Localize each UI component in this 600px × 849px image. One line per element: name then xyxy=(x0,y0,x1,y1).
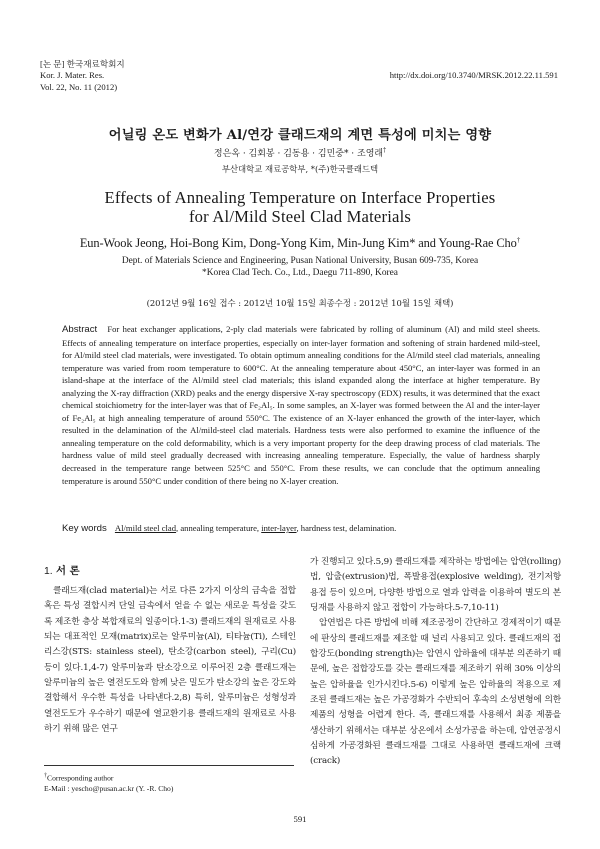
right-paragraph-1: 가 진행되고 있다.5,9) 클래드재를 제작하는 방법에는 압연(rolling)법, 압출(extrusion)법, 폭발용접(explosive welding), 전기저항 용접 등이 있으며, 다양한 방법으로 열과 압력을 이용하여 별도의 본딩재를 사용하지 않고 접합이 가능하다.5-7,10-11) xyxy=(310,557,561,614)
korean-authors-text: 정은옥 · 김회봉 · 김동용 · 김민중* · 조영래 xyxy=(213,149,384,159)
english-affiliation xyxy=(20,255,580,280)
english-authors-text: Eun-Wook Jeong, Hoi-Bong Kim, Dong-Yong Kim, Min-Jung Kim* and Young-Rae Cho xyxy=(79,236,517,251)
received-dates: (2012년 9월 16일 접수 : 2012년 10월 15일 최종수정 : 2012년 10월 15일 채택) xyxy=(146,298,454,308)
footnote xyxy=(44,771,173,795)
section-title: 서 론 xyxy=(55,565,80,577)
keyword-3: inter-layer xyxy=(261,523,297,533)
footnote-mark: † xyxy=(44,773,47,779)
korean-authors xyxy=(30,146,570,159)
right-column xyxy=(310,555,561,770)
footnote-line-2: E-Mail : yescho@pusan.ac.kr (Y. -R. Cho) xyxy=(44,784,174,794)
right-paragraph-2: 압연법은 다른 방법에 비해 제조공정이 간단하고 경제적이기 때문에 판상의 클래드재를 제조할 때 널리 사용되고 있다. 클래드재의 접합강도(bonding strength)는 압연시 압하율에 대부분 의존하기 때문에, 높은 접합강도를 갖는 클래드재를 제조하기 위해 30% 이상의 높은 압하율을 인가시킨다.5-6) 이렇게 높은 압하율의 적용으로 제조된 클래드재는 높은 가공경화가 수반되어 후속의 소성변형에 의한 제품의 성형을 어렵게 한다. 즉, 클래드재를 사용해서 최종 제품을 생산하기 위해서는 대부분 상온에서 소성가공을 하는데, 압연공정시 심하게 가공경화된 클래드재를 그대로 사용하면 클래드재에 크랙(crack) xyxy=(310,618,561,767)
english-affiliation-line-1: Dept. of Materials Science and Engineering, Pusan National University, Busan 609-735, Korea xyxy=(121,256,479,266)
journal-info xyxy=(40,59,125,93)
english-authors xyxy=(20,236,580,251)
abstract-label: Abstract xyxy=(62,324,98,335)
abstract xyxy=(62,323,540,487)
journal-line-1: [논 문] 한국재료학회지 xyxy=(40,59,125,69)
doi-link[interactable]: http://dx.doi.org/10.3740/MRSK.2012.22.11.591 xyxy=(389,70,558,80)
left-column xyxy=(44,584,296,737)
keyword-2: annealing temperature xyxy=(180,523,257,533)
keyword-5: delamination. xyxy=(349,523,397,533)
left-paragraph-1: 클래드재(clad material)는 서로 다른 2가지 이상의 금속을 접합 혹은 특성 결합시켜 단일 금속에서 얻을 수 없는 새로운 특성을 갖도록 제조한 층상 복합재료의 일종이다.1-3) 클래드재의 원재료로 사용되는 대표적인 모재(matrix)로는 알루미늄(Al), 티타늄(Ti), 스테인리스강(STS: stainless steel), 탄소강(carbon steel), 구리(Cu) 등이 있다.1,4-7) 알루미늄과 탄소강으로 이루어진 2층 클래드재는 알루미늄의 높은 열전도도와 함께 낮은 밀도가 탄소강의 높은 강도와 결합해서 우수한 특성을 나타낸다.2,8) 특히, 알루미늄은 성형성과 열전도도가 우수하기 때문에 열교환기용 클래드재의 원재료로 사용하기 위해 많은 연구 xyxy=(44,586,296,735)
korean-title: 어닐링 온도 변화가 Al/연강 클래드재의 계면 특성에 미치는 영향 xyxy=(108,128,492,143)
section-heading xyxy=(44,562,80,577)
section-number: 1. xyxy=(44,566,53,577)
journal-line-3: Vol. 22, No. 11 (2012) xyxy=(40,81,118,92)
english-title-line-1: Effects of Annealing Temperature on Interface Properties xyxy=(104,188,496,207)
corresponding-mark: † xyxy=(383,147,387,154)
english-title-line-2: for Al/Mild Steel Clad Materials xyxy=(188,207,412,226)
korean-affiliation: 부산대학교 재료공학부, *(주)한국클래드텍 xyxy=(221,164,379,174)
footnote-line-1: Corresponding author xyxy=(47,773,114,783)
keyword-4: hardness test xyxy=(300,523,345,533)
keywords-label: Key words xyxy=(62,523,107,534)
abstract-text: For heat exchanger applications, 2-ply clad materials were fabricated by rolling of aluminum (Al) and mild steel sheets. Effects of annealing temperature on interface properties, especially on inter-layer formation and softening of strain hardened mild-steel, for Al/mild steel clad materials, were investigated. To obtain optimum annealing conditions for the Al/mild steel clad materials, annealing temperature was varied from room temperature to 600°C. At the annealing temperature about 450°C, an inter-layer was formed in an island-shape at the interface of the Al/mild steel clad materials; this island expanded along the interface at higher temperature. By analyzing the X-ray diffraction (XRD) peaks and the energy dispersive X-ray spectroscopy (EDX) results, it was determined that the exact chemical stoichiometry for the inter-layer was that of Fe₂Al₅. In some samples, an X-layer was formed between the Al and the inter-layer of Fe₂Al₅ at high annealing temperature of around 550°C. The existence of an X-layer enhanced the growth of the inter-layer, which resulted in the delamination of the Al/mild-steel clad materials. Hardness tests were also performed to examine the influence of the annealing temperature on the cold deformability, which is a very important property for the deep drawing process of clad materials. The hardness value of mild steel gradually decreased with increasing annealing temperature. Especially, the value of hardness sharply decreased in the temperature range between 525°C and 550°C. From these results, we can conclude that the optimum annealing temperature is around 550°C under condition of there being no X-layer creation. xyxy=(62,324,540,486)
english-title xyxy=(30,188,570,226)
journal-line-2: Kor. J. Mater. Res. xyxy=(40,70,105,81)
english-corresponding-mark: † xyxy=(516,236,521,244)
english-affiliation-line-2: *Korea Clad Tech. Co., Ltd., Daegu 711-890, Korea xyxy=(202,268,398,279)
keyword-1: Al/mild steel clad xyxy=(114,523,177,533)
footnote-rule xyxy=(44,765,294,766)
page-number: 591 xyxy=(293,814,307,824)
keywords: Key words Al/mild steel clad, annealing temperature, inter-layer, hardness test, delamination. xyxy=(62,523,397,534)
